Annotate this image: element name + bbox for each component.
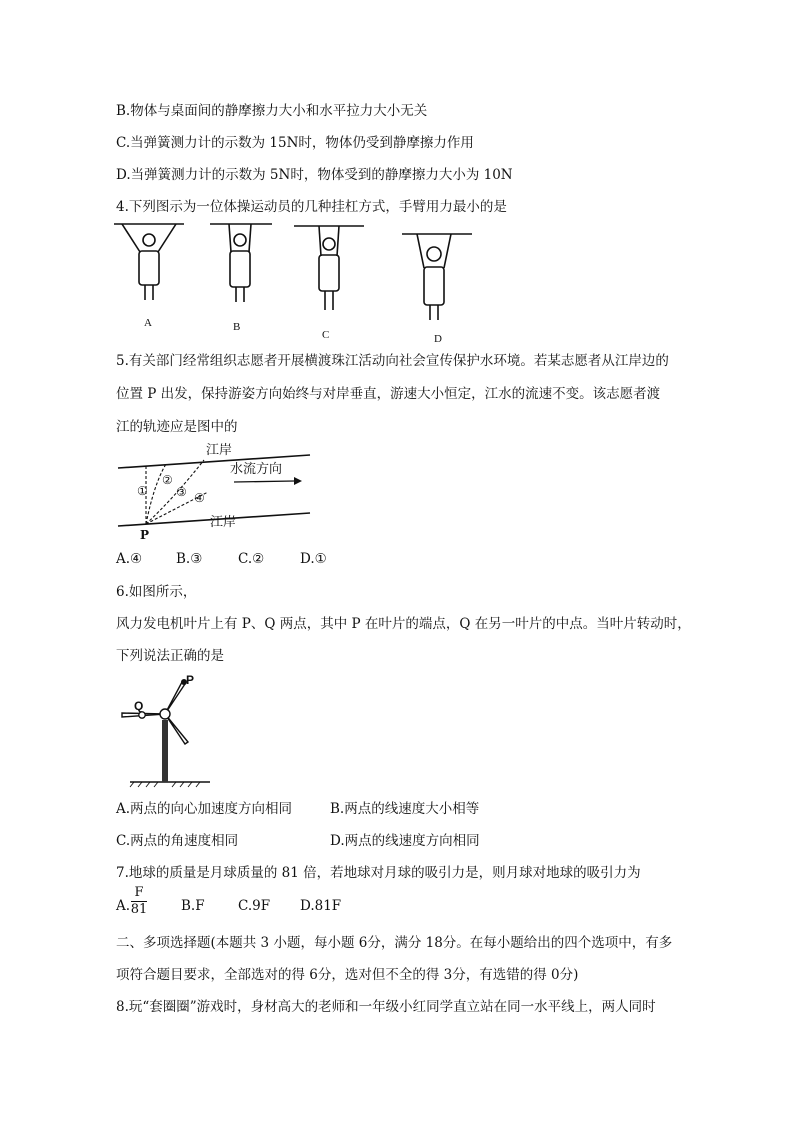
fraction-numerator: F	[134, 885, 144, 900]
bank-top-label: 江岸	[206, 443, 233, 458]
path-3-label: ③	[176, 485, 187, 499]
path-2-label: ②	[162, 473, 173, 487]
q4-label-d: D	[434, 333, 442, 345]
q6-stem-1: 6.如图所示，	[116, 584, 197, 600]
q5-option-c: C.②	[238, 551, 265, 567]
flow-arrow	[234, 481, 294, 482]
label-p: P	[186, 673, 195, 687]
gymnast-b	[210, 224, 272, 302]
q7-stem: 7.地球的质量是月球质量的 81 倍，若地球对月球的吸引力是，则月球对地球的吸引力为	[116, 865, 641, 881]
point-p-label: P	[140, 528, 150, 540]
q3-option-d: D.当弹簧测力计的示数为 5N时，物体受到的静摩擦力大小为 10N	[116, 167, 513, 183]
q5-stem-1: 5.有关部门经常组织志愿者开展横渡珠江活动向社会宣传保护水环境。若某志愿者从江岸边的	[116, 353, 669, 369]
gymnast-c	[294, 226, 364, 310]
gymnast-a	[114, 224, 184, 300]
q6-figure	[114, 670, 224, 790]
q5-stem-3: 江的轨迹应是图中的	[116, 419, 238, 435]
q7-option-a-fraction	[128, 886, 150, 917]
q6-option-b: B.两点的线速度大小相等	[330, 801, 480, 817]
q6-option-d: D.两点的线速度方向相同	[330, 833, 480, 849]
fraction-denominator: 81	[130, 902, 148, 917]
q3-option-c: C.当弹簧测力计的示数为 15N时，物体仍受到静摩擦力作用	[116, 135, 474, 151]
q5-option-b: B.③	[176, 551, 203, 567]
q6-stem-2: 风力发电机叶片上有 P、Q 两点，其中 P 在叶片的端点，Q 在另一叶片的中点。当叶片转动时，	[116, 616, 691, 632]
q5-stem-2: 位置 P 出发，保持游姿方向始终与对岸垂直，游速大小恒定，江水的流速不变。该志愿者渡	[116, 386, 661, 402]
q6-option-a: A.两点的向心加速度方向相同	[116, 801, 293, 817]
q4-label-c: C	[322, 329, 330, 341]
q6-stem-3: 下列说法正确的是	[116, 648, 224, 664]
q7-option-b: B.F	[181, 898, 205, 914]
q8-stem: 8.玩“套圈圈”游戏时，身材高大的老师和一年级小红同学直立站在同一水平线上，两人同时	[116, 999, 656, 1015]
section-2-heading-1: 二、多项选择题(本题共 3 小题，每小题 6分，满分 18分。在每小题给出的四个选项中，有多	[116, 935, 673, 951]
q5-figure	[114, 440, 314, 540]
flow-direction-label: 水流方向	[230, 462, 283, 477]
q4-label-b: B	[233, 321, 241, 333]
q3-option-b: B.物体与桌面间的静摩擦力大小和水平拉力大小无关	[116, 103, 428, 119]
q4-label-a: A	[144, 317, 152, 329]
q4-figure	[112, 218, 472, 348]
q6-option-c: C.两点的角速度相同	[116, 833, 239, 849]
q5-option-a: A.④	[116, 551, 143, 567]
turbine-hub	[160, 709, 170, 719]
q7-option-d: D.81F	[300, 898, 342, 914]
q7-option-c: C.9F	[238, 898, 271, 914]
section-2-heading-2: 项符合题目要求，全部选对的得 6分，选对但不全的得 3分，有选错的得 0分)	[116, 967, 579, 983]
turbine-tower	[162, 720, 168, 782]
bank-bottom-label: 江岸	[210, 515, 237, 530]
label-q: Q	[134, 699, 144, 713]
gymnast-d	[402, 234, 472, 320]
path-1-label: ①	[137, 484, 148, 498]
q5-option-d: D.①	[300, 551, 327, 567]
flow-arrow-head	[294, 477, 302, 485]
q4-stem: 4.下列图示为一位体操运动员的几种挂杠方式，手臂用力最小的是	[116, 199, 507, 215]
path-4-label: ④	[194, 491, 205, 505]
q7-option-a-prefix: A.	[116, 898, 131, 914]
